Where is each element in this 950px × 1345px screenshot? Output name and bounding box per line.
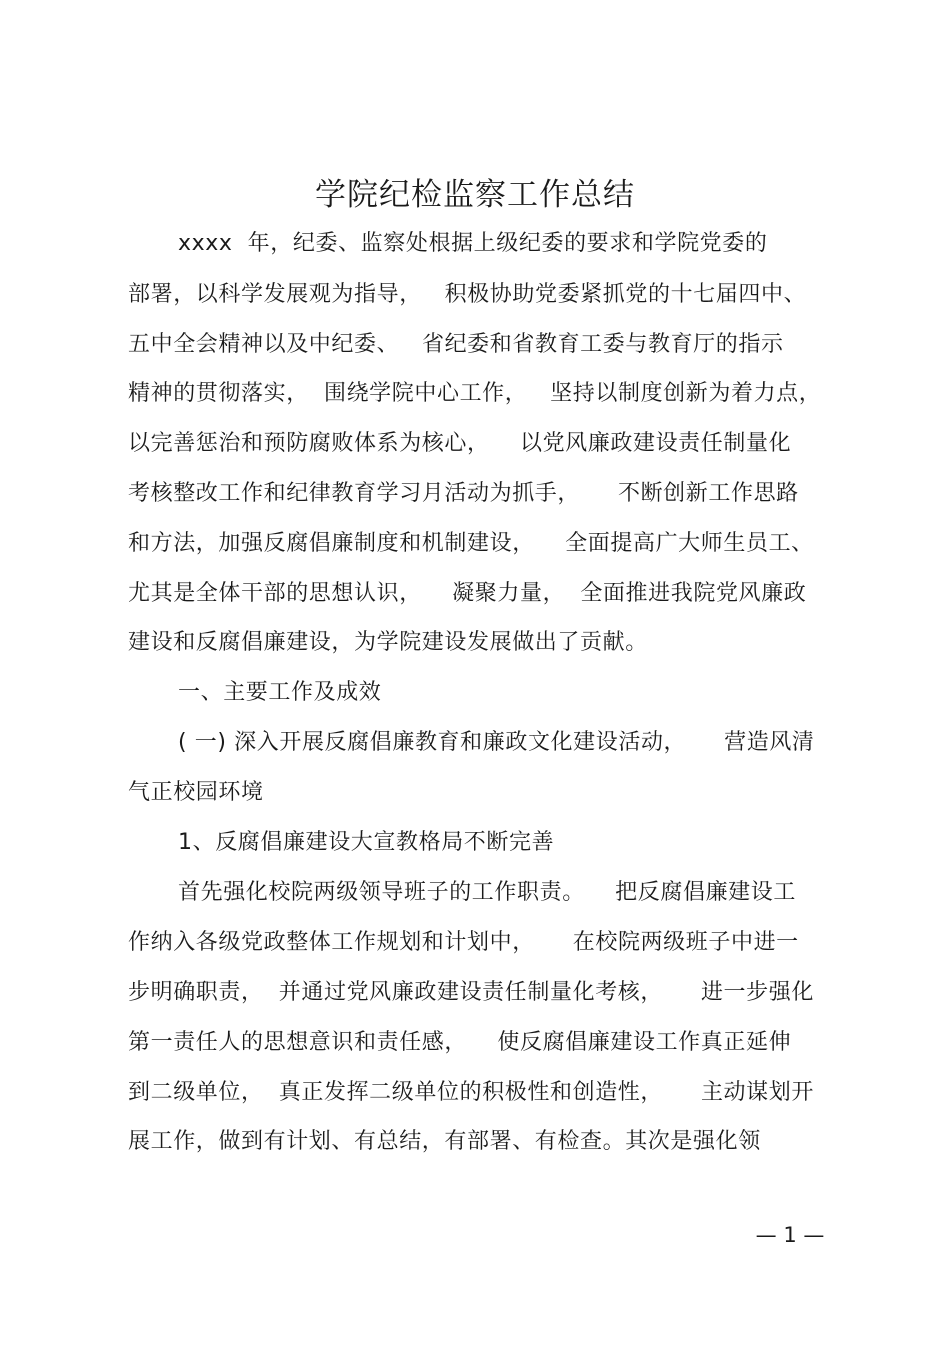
paragraph-line: 作纳入各级党政整体工作规划和计划中， 在校院两级班子中进一	[128, 930, 799, 955]
paragraph-line: xxxx 年，纪委、监察处根据上级纪委的要求和学院党委的	[178, 231, 768, 256]
paragraph-line: 展工作，做到有计划、有总结，有部署、有检查。其次是强化领	[128, 1129, 761, 1154]
paragraph-line: 到二级单位， 真正发挥二级单位的积极性和创造性， 主动谋划开	[128, 1080, 814, 1105]
paragraph-line: 和方法，加强反腐倡廉制度和机制建设， 全面提高广大师生员工、	[128, 531, 814, 556]
paragraph-line: 以完善惩治和预防腐败体系为核心， 以党风廉政建设责任制量化	[128, 431, 792, 456]
item-heading: 1、反腐倡廉建设大宣教格局不断完善	[178, 830, 555, 855]
paragraph-line: 尤其是全体干部的思想认识， 凝聚力量， 全面推进我院党风廉政	[128, 581, 807, 606]
paragraph-line: 步明确职责， 并通过党风廉政建设责任制量化考核， 进一步强化	[128, 980, 814, 1005]
section-heading: 一、主要工作及成效	[178, 680, 382, 705]
paragraph-line: 考核整改工作和纪律教育学习月活动为抓手， 不断创新工作思路	[128, 481, 799, 506]
paragraph-line: 部署，以科学发展观为指导， 积极协助党委紧抓党的十七届四中、	[128, 282, 807, 307]
subsection-heading-continued: 气正校园环境	[128, 780, 264, 805]
paragraph-line: 建设和反腐倡廉建设，为学院建设发展做出了贡献。	[128, 630, 648, 655]
page-number: — 1 —	[755, 1223, 825, 1247]
paragraph-line: 第一责任人的思想意识和责任感， 使反腐倡廉建设工作真正延伸	[128, 1030, 792, 1055]
paragraph-line: 精神的贯彻落实， 围绕学院中心工作， 坚持以制度创新为着力点，	[128, 381, 822, 406]
subsection-heading: ( 一) 深入开展反腐倡廉教育和廉政文化建设活动， 营造风清	[178, 730, 815, 755]
document-title: 学院纪检监察工作总结	[315, 177, 635, 213]
paragraph-line: 五中全会精神以及中纪委、 省纪委和省教育工委与教育厅的指示	[128, 332, 784, 357]
paragraph-line: 首先强化校院两级领导班子的工作职责。 把反腐倡廉建设工	[178, 880, 796, 905]
